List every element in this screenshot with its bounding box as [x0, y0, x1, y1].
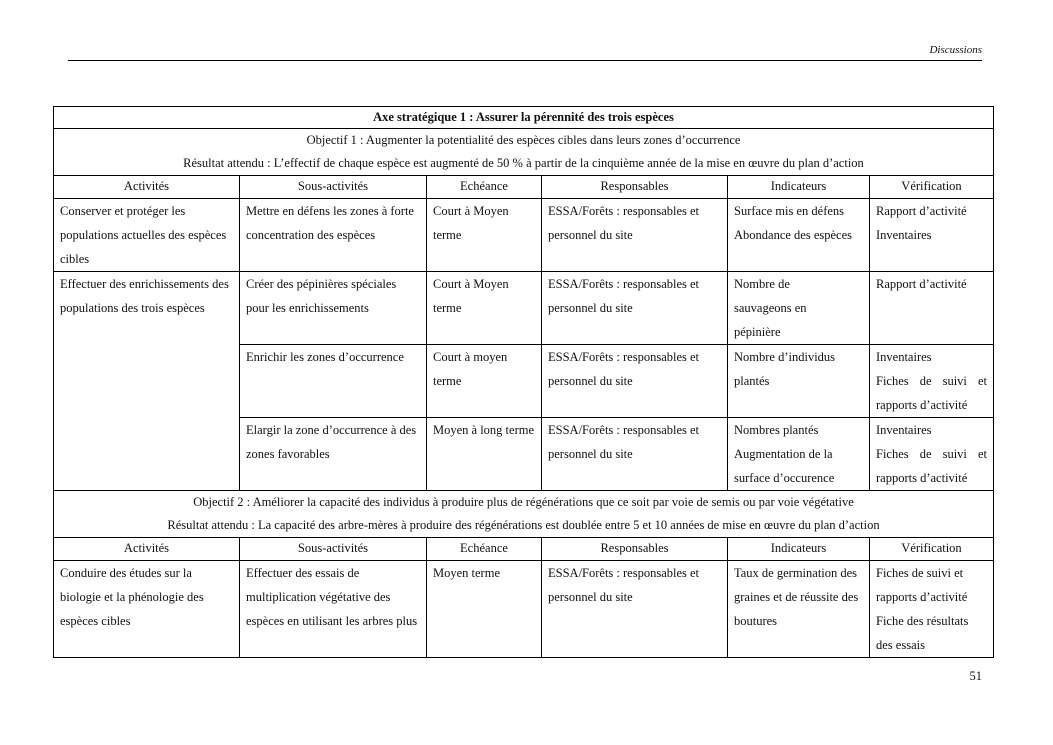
indicator-line: Nombre de sauvageons en pépinière	[734, 277, 807, 339]
activity-cell: Conserver et protéger les populations actuelles des espèces cibles	[54, 199, 240, 272]
indicator-line: Nombre d’individus plantés	[734, 350, 836, 388]
column-header: Echéance	[427, 176, 542, 199]
indicator-line: Augmentation de la surface d’occurence	[734, 447, 835, 485]
objective-2-cell	[54, 491, 994, 538]
column-header: Vérification	[870, 176, 994, 199]
table-row	[54, 199, 994, 272]
responsible-cell: ESSA/Forêts : responsables et personnel du site	[542, 561, 728, 658]
indicator-line: Nombres plantés	[734, 423, 819, 437]
column-header-row	[54, 538, 994, 561]
indicators-cell	[728, 199, 870, 272]
objective-2-result: Résultat attendu : La capacité des arbre-mères à produire des régénérations est doublée entre 5 et 10 années de mise en œuvre du plan d’action	[167, 518, 880, 532]
deadline-cell: Court à Moyen terme	[427, 272, 542, 345]
indicator-line: Abondance des espèces	[734, 228, 853, 242]
objective-2-row	[54, 491, 994, 538]
axis-title-cell	[54, 107, 994, 129]
responsible-cell: ESSA/Forêts : responsables et personnel du site	[542, 345, 728, 418]
responsible-cell: ESSA/Forêts : responsables et personnel du site	[542, 272, 728, 345]
responsible-cell: ESSA/Forêts : responsables et personnel du site	[542, 418, 728, 491]
sub-activity-cell: Enrichir les zones d’occurrence	[240, 345, 427, 418]
column-header: Activités	[54, 538, 240, 561]
column-header: Activités	[54, 176, 240, 199]
verification-line: Rapport d’activité	[876, 277, 967, 291]
verification-cell	[870, 418, 994, 491]
running-title: Discussions	[929, 44, 982, 56]
axis-title-row	[54, 107, 994, 129]
indicator-line: Surface mis en défens	[734, 204, 845, 218]
verification-line: Inventaires	[876, 350, 932, 364]
objective-2-text: Objectif 2 : Améliorer la capacité des individus à produire plus de régénérations que ce soit par voie de semis ou par voie végétative	[193, 495, 854, 509]
sub-activity-cell: Elargir la zone d’occurrence à des zones favorables	[240, 418, 427, 491]
deadline-cell: Moyen à long terme	[427, 418, 542, 491]
verification-cell	[870, 199, 994, 272]
column-header: Responsables	[542, 176, 728, 199]
deadline-cell: Court à moyen terme	[427, 345, 542, 418]
verification-cell	[870, 345, 994, 418]
column-header: Responsables	[542, 538, 728, 561]
objective-1-cell	[54, 129, 994, 176]
objective-1-result: Résultat attendu : L’effectif de chaque espèce est augmenté de 50 % à partir de la cinquième année de la mise en œuvre du plan d’action	[183, 156, 864, 170]
indicators-cell	[728, 345, 870, 418]
verification-line: Rapport d’activité	[876, 204, 967, 218]
deadline-cell: Moyen terme	[427, 561, 542, 658]
action-plan-table	[53, 106, 994, 658]
indicators-cell	[728, 272, 870, 345]
verification-line: Fiche des résultats des essais	[876, 614, 969, 652]
indicator-line: Taux de germination des graines et de réussite des boutures	[734, 566, 859, 628]
table-row	[54, 561, 994, 658]
responsible-cell: ESSA/Forêts : responsables et personnel du site	[542, 199, 728, 272]
column-header-row	[54, 176, 994, 199]
column-header: Sous-activités	[240, 176, 427, 199]
verification-cell	[870, 272, 994, 345]
column-header: Vérification	[870, 538, 994, 561]
column-header: Indicateurs	[728, 176, 870, 199]
column-header: Indicateurs	[728, 538, 870, 561]
running-header	[68, 44, 982, 61]
indicators-cell	[728, 561, 870, 658]
deadline-cell: Court à Moyen terme	[427, 199, 542, 272]
verification-line: Fiches de suivi et rapports d’activité	[876, 447, 987, 485]
objective-1-text: Objectif 1 : Augmenter la potentialité des espèces cibles dans leurs zones d’occurrence	[306, 133, 741, 147]
sub-activity-cell: Mettre en défens les zones à forte concentration des espèces	[240, 199, 427, 272]
verification-line: Fiches de suivi et rapports d’activité	[876, 566, 968, 604]
axis-title: Axe stratégique 1 : Assurer la pérennité des trois espèces	[373, 110, 674, 124]
sub-activity-cell: Créer des pépinières spéciales pour les enrichissements	[240, 272, 427, 345]
indicators-cell	[728, 418, 870, 491]
verification-line: Inventaires	[876, 228, 932, 242]
activity-cell: Conduire des études sur la biologie et la phénologie des espèces cibles	[54, 561, 240, 658]
table-row	[54, 272, 994, 345]
objective-1-row	[54, 129, 994, 176]
activity-cell: Effectuer des enrichissements des populations des trois espèces	[54, 272, 240, 491]
page-number: 51	[969, 669, 982, 683]
verification-line: Inventaires	[876, 423, 932, 437]
verification-cell	[870, 561, 994, 658]
sub-activity-cell: Effectuer des essais de multiplication végétative des espèces en utilisant les arbres plus	[240, 561, 427, 658]
column-header: Echéance	[427, 538, 542, 561]
verification-line: Fiches de suivi et rapports d’activité	[876, 374, 987, 412]
column-header: Sous-activités	[240, 538, 427, 561]
